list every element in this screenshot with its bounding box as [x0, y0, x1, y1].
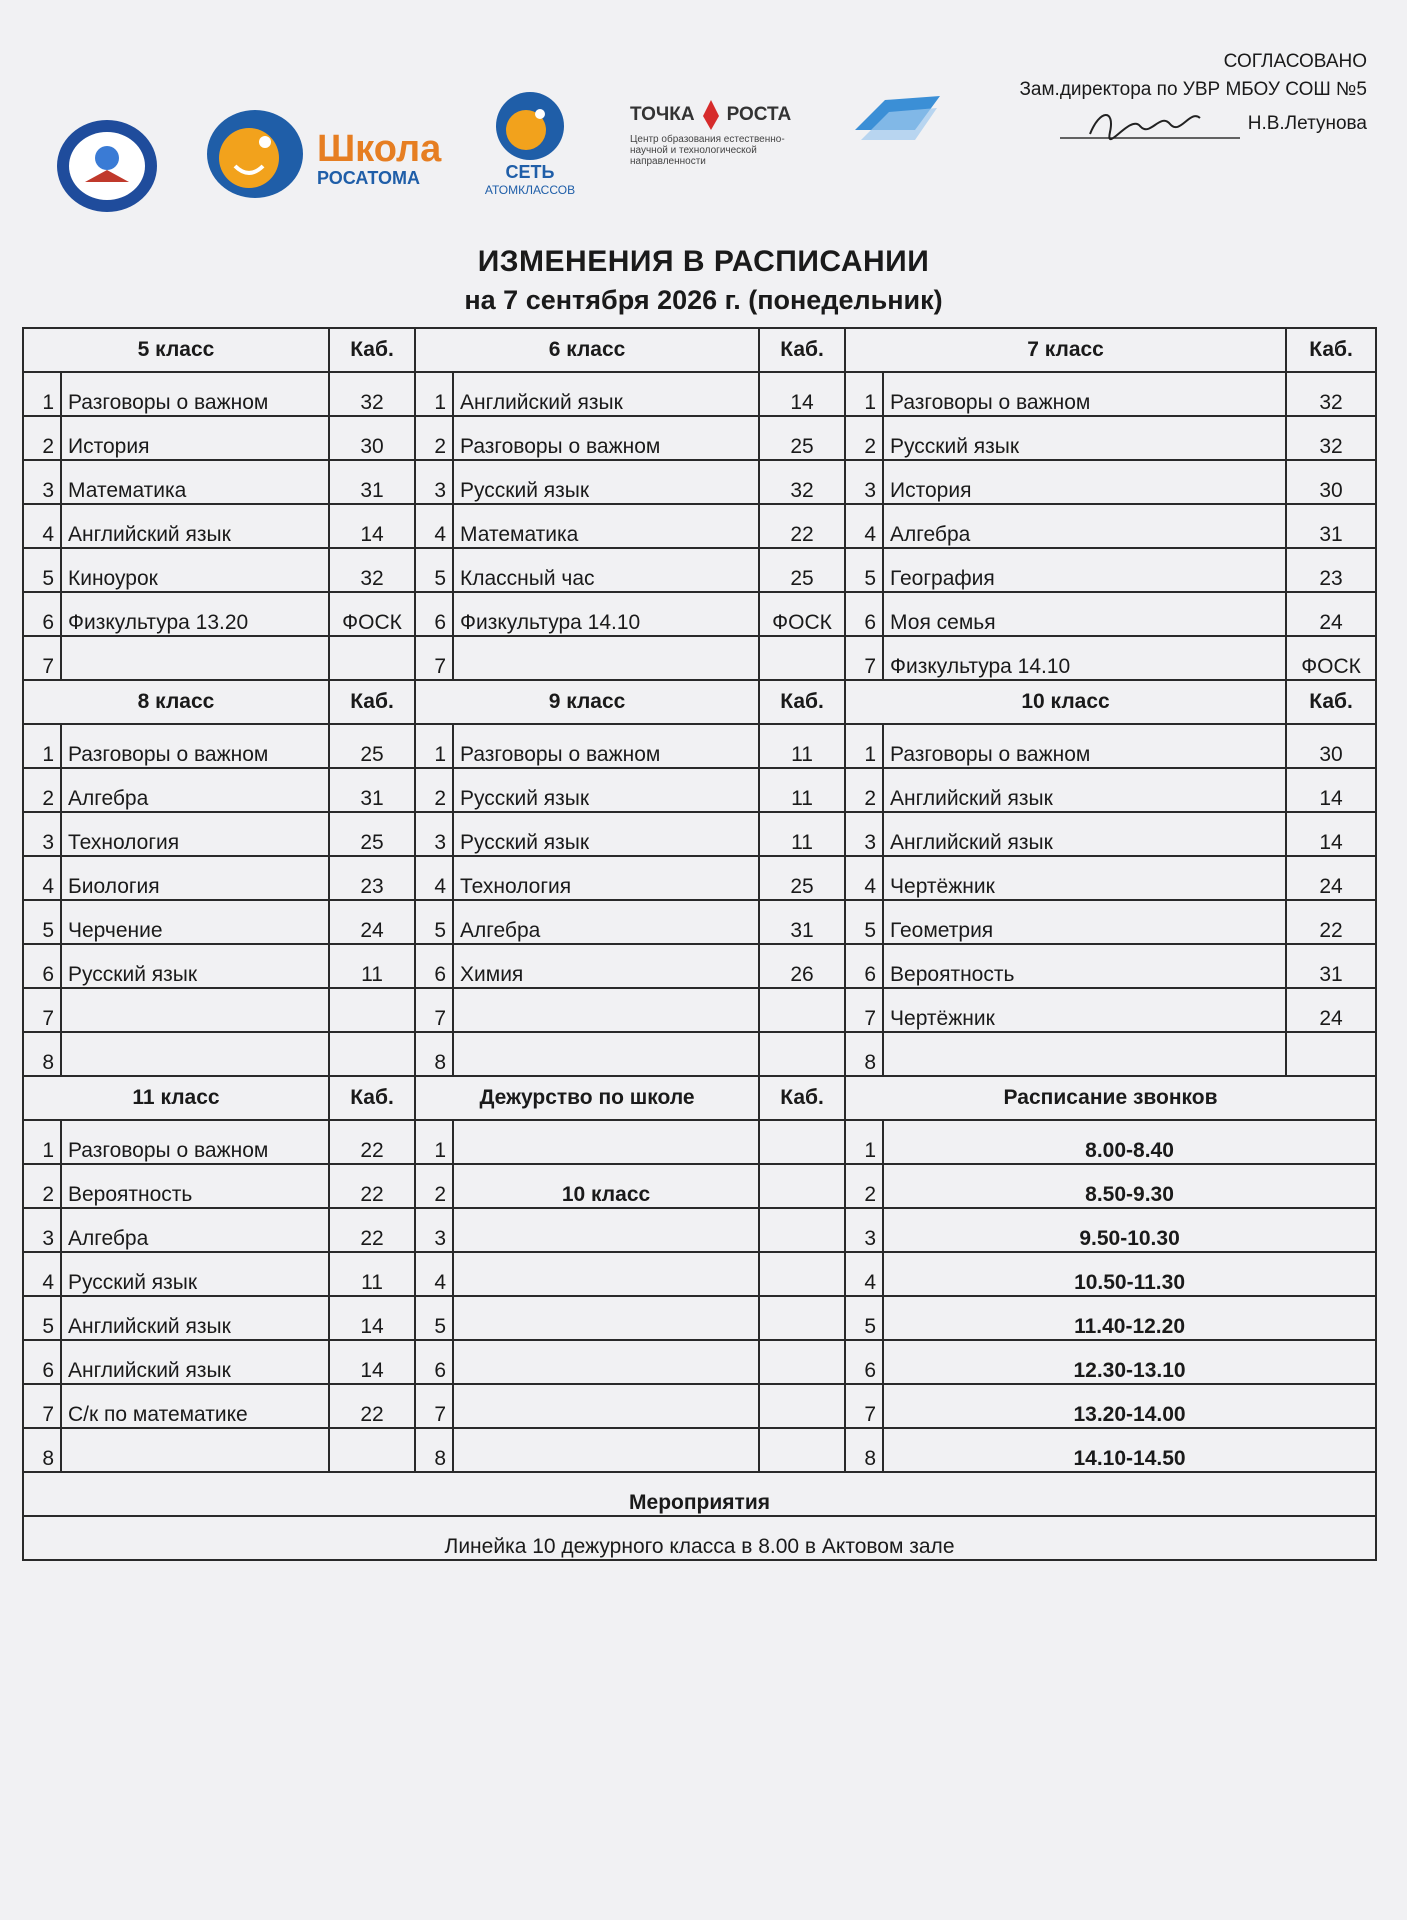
lesson-number: 6 — [415, 592, 453, 636]
lesson-subject: Разговоры о важном — [61, 724, 329, 768]
page-subtitle: на 7 сентября 2026 г. (понедельник) — [464, 285, 943, 315]
lesson-subject: Физкультура 14.10 — [453, 592, 759, 636]
bell-time: 8.00-8.40 — [883, 1120, 1376, 1164]
table-row — [23, 812, 1376, 856]
lesson-subject: Биология — [61, 856, 329, 900]
lesson-room: 14 — [329, 1296, 415, 1340]
class-title: 7 класс — [845, 328, 1286, 372]
duty-number: 6 — [415, 1340, 453, 1384]
lesson-subject: Вероятность — [61, 1164, 329, 1208]
lesson-number: 7 — [415, 636, 453, 680]
tochka-desc-1: Центр образования естественно- — [630, 134, 785, 145]
table-row — [23, 548, 1376, 592]
table-row — [23, 416, 1376, 460]
bell-time: 12.30-13.10 — [883, 1340, 1376, 1384]
room-header: Каб. — [329, 680, 415, 724]
lesson-subject: Русский язык — [453, 460, 759, 504]
table-row — [23, 724, 1376, 768]
approval-position: Зам.директора по УВР МБОУ СОШ №5 — [1019, 79, 1367, 100]
table-row — [23, 1296, 1376, 1340]
lesson-number: 6 — [23, 1340, 61, 1384]
lesson-subject: Химия — [453, 944, 759, 988]
bell-time: 14.10-14.50 — [883, 1428, 1376, 1472]
tochka-desc-3: направленности — [630, 156, 706, 167]
lesson-subject: Чертёжник — [883, 988, 1286, 1032]
lesson-subject: Русский язык — [883, 416, 1286, 460]
lesson-room: 11 — [759, 724, 845, 768]
lesson-subject: Физкультура 13.20 — [61, 592, 329, 636]
lesson-subject: Физкультура 14.10 — [883, 636, 1286, 680]
bell-number: 4 — [845, 1252, 883, 1296]
table-row — [23, 900, 1376, 944]
lesson-room: 30 — [1286, 460, 1376, 504]
class-header-row — [23, 680, 1376, 724]
lesson-room: 32 — [759, 460, 845, 504]
lesson-subject: Английский язык — [883, 768, 1286, 812]
lesson-room: ФОСК — [329, 592, 415, 636]
section-header-row — [23, 1076, 1376, 1120]
lesson-room: 25 — [759, 416, 845, 460]
lesson-number: 7 — [415, 988, 453, 1032]
duty-room — [759, 1428, 845, 1472]
tochka-rosta-logo — [630, 100, 830, 167]
table-row — [23, 1252, 1376, 1296]
class-title: 6 класс — [415, 328, 759, 372]
duty-empty — [453, 1296, 759, 1340]
duty-number: 4 — [415, 1252, 453, 1296]
lesson-room — [1286, 1032, 1376, 1076]
bell-number: 2 — [845, 1164, 883, 1208]
signature-line — [1060, 104, 1367, 144]
lesson-room: 14 — [1286, 812, 1376, 856]
duty-empty — [453, 1208, 759, 1252]
lesson-number: 5 — [845, 900, 883, 944]
lesson-number: 5 — [23, 1296, 61, 1340]
table-row — [23, 856, 1376, 900]
duty-room — [759, 1384, 845, 1428]
room-header: Каб. — [759, 1076, 845, 1120]
lesson-number: 8 — [23, 1032, 61, 1076]
lesson-subject: Математика — [453, 504, 759, 548]
duty-room — [759, 1296, 845, 1340]
lesson-number: 1 — [415, 724, 453, 768]
lesson-number: 7 — [23, 636, 61, 680]
lesson-subject — [453, 988, 759, 1032]
lesson-subject — [61, 1032, 329, 1076]
lesson-room: 14 — [329, 504, 415, 548]
table-row — [23, 768, 1376, 812]
approval-block — [1019, 48, 1367, 153]
lesson-subject: Технология — [453, 856, 759, 900]
lesson-subject: Русский язык — [61, 944, 329, 988]
lesson-subject: Алгебра — [453, 900, 759, 944]
class-title: 8 класс — [23, 680, 329, 724]
lesson-number: 3 — [23, 460, 61, 504]
lesson-subject: Русский язык — [453, 812, 759, 856]
lesson-number: 1 — [23, 372, 61, 416]
table-row — [23, 1428, 1376, 1472]
lesson-subject: Моя семья — [883, 592, 1286, 636]
lesson-subject: Технология — [61, 812, 329, 856]
school-emblem-icon — [55, 118, 159, 214]
lesson-room: 14 — [1286, 768, 1376, 812]
tochka-left: ТОЧКА — [630, 104, 695, 125]
lesson-number: 1 — [23, 724, 61, 768]
lesson-number: 6 — [23, 944, 61, 988]
table-row — [23, 1164, 1376, 1208]
schedule-table — [22, 327, 1377, 1561]
lesson-subject: Разговоры о важном — [453, 724, 759, 768]
room-header: Каб. — [329, 328, 415, 372]
events-body-row — [23, 1516, 1376, 1560]
table-row — [23, 1032, 1376, 1076]
lesson-number: 2 — [845, 416, 883, 460]
class-title: 5 класс — [23, 328, 329, 372]
lesson-room: 32 — [1286, 372, 1376, 416]
lesson-subject: Разговоры о важном — [61, 1120, 329, 1164]
class-header-row — [23, 328, 1376, 372]
lesson-subject: Разговоры о важном — [883, 724, 1286, 768]
class-title: 10 класс — [845, 680, 1286, 724]
lesson-number: 7 — [23, 1384, 61, 1428]
duty-room — [759, 1164, 845, 1208]
lesson-room: 31 — [329, 460, 415, 504]
signature-icon — [1060, 104, 1240, 144]
lesson-number: 1 — [415, 372, 453, 416]
lesson-number: 4 — [845, 856, 883, 900]
lesson-room: 22 — [329, 1208, 415, 1252]
duty-number: 1 — [415, 1120, 453, 1164]
lesson-number: 4 — [23, 504, 61, 548]
lesson-number: 1 — [845, 724, 883, 768]
set-sub: АТОМКЛАССОВ — [484, 183, 576, 197]
lesson-subject: Вероятность — [883, 944, 1286, 988]
tochka-mark-icon — [701, 100, 721, 130]
lesson-subject: Разговоры о важном — [61, 372, 329, 416]
lesson-number: 1 — [845, 372, 883, 416]
tochka-right: РОСТА — [726, 104, 792, 125]
lesson-room — [329, 636, 415, 680]
lesson-subject: Разговоры о важном — [453, 416, 759, 460]
title-block — [0, 245, 1407, 316]
room-header: Каб. — [1286, 680, 1376, 724]
lesson-subject: Черчение — [61, 900, 329, 944]
lesson-number: 1 — [23, 1120, 61, 1164]
lesson-subject: С/к по математике — [61, 1384, 329, 1428]
duty-room — [759, 1208, 845, 1252]
bell-time: 13.20-14.00 — [883, 1384, 1376, 1428]
bell-number: 7 — [845, 1384, 883, 1428]
bell-number: 1 — [845, 1120, 883, 1164]
duty-number: 3 — [415, 1208, 453, 1252]
lesson-room: 11 — [329, 1252, 415, 1296]
lesson-room — [759, 988, 845, 1032]
lesson-number: 6 — [845, 592, 883, 636]
lesson-number: 5 — [415, 548, 453, 592]
events-title: Мероприятия — [23, 1472, 1376, 1516]
lesson-subject: Английский язык — [61, 1340, 329, 1384]
lesson-number: 3 — [415, 460, 453, 504]
lesson-room: 32 — [1286, 416, 1376, 460]
lesson-number: 2 — [845, 768, 883, 812]
lesson-subject: Русский язык — [453, 768, 759, 812]
lesson-number: 3 — [845, 812, 883, 856]
lesson-subject: Английский язык — [883, 812, 1286, 856]
lesson-subject: История — [61, 416, 329, 460]
bell-time: 8.50-9.30 — [883, 1164, 1376, 1208]
lesson-number: 6 — [845, 944, 883, 988]
lesson-subject: Алгебра — [61, 768, 329, 812]
room-header: Каб. — [759, 328, 845, 372]
lesson-room: 23 — [329, 856, 415, 900]
lesson-number: 4 — [23, 856, 61, 900]
lesson-subject — [61, 988, 329, 1032]
lesson-number: 2 — [415, 768, 453, 812]
lesson-number: 3 — [415, 812, 453, 856]
lesson-subject — [453, 636, 759, 680]
bells-title: Расписание звонков — [845, 1076, 1376, 1120]
lesson-number: 2 — [23, 1164, 61, 1208]
lesson-room: 22 — [1286, 900, 1376, 944]
duty-empty — [453, 1384, 759, 1428]
table-row — [23, 636, 1376, 680]
lesson-room: ФОСК — [1286, 636, 1376, 680]
lesson-number: 4 — [23, 1252, 61, 1296]
lesson-number: 8 — [415, 1032, 453, 1076]
lesson-room: 14 — [759, 372, 845, 416]
approval-status: СОГЛАСОВАНО — [1223, 51, 1367, 72]
lesson-room: ФОСК — [759, 592, 845, 636]
lesson-room: 25 — [759, 548, 845, 592]
lesson-number: 7 — [845, 636, 883, 680]
lesson-number: 6 — [415, 944, 453, 988]
set-atomklassov-text — [475, 162, 585, 197]
set-atomklassov-icon — [490, 90, 570, 162]
class-title: 9 класс — [415, 680, 759, 724]
lesson-number: 5 — [23, 548, 61, 592]
lesson-number: 4 — [415, 856, 453, 900]
table-row — [23, 460, 1376, 504]
duty-class: 10 класс — [453, 1164, 759, 1208]
lesson-subject: Киноурок — [61, 548, 329, 592]
lesson-number: 5 — [23, 900, 61, 944]
bell-time: 11.40-12.20 — [883, 1296, 1376, 1340]
bell-time: 10.50-11.30 — [883, 1252, 1376, 1296]
lesson-room: 11 — [759, 768, 845, 812]
duty-number: 7 — [415, 1384, 453, 1428]
class-title: 11 класс — [23, 1076, 329, 1120]
lesson-room: 30 — [1286, 724, 1376, 768]
tochka-desc-2: научной и технологической — [630, 145, 757, 156]
lesson-room — [329, 1428, 415, 1472]
lesson-number: 7 — [845, 988, 883, 1032]
duty-number: 8 — [415, 1428, 453, 1472]
lesson-subject — [61, 1428, 329, 1472]
lesson-room: 14 — [329, 1340, 415, 1384]
lesson-number: 5 — [415, 900, 453, 944]
shkola-sub: РОСАТОМА — [317, 168, 420, 188]
lesson-room: 22 — [759, 504, 845, 548]
lesson-number: 2 — [23, 416, 61, 460]
lesson-subject — [453, 1032, 759, 1076]
table-row — [23, 988, 1376, 1032]
lesson-number: 3 — [845, 460, 883, 504]
lesson-room: 30 — [329, 416, 415, 460]
lesson-room: 31 — [759, 900, 845, 944]
duty-number: 2 — [415, 1164, 453, 1208]
lesson-number: 4 — [415, 504, 453, 548]
lesson-number: 7 — [23, 988, 61, 1032]
lesson-room: 24 — [1286, 988, 1376, 1032]
bell-number: 8 — [845, 1428, 883, 1472]
lesson-room: 11 — [759, 812, 845, 856]
table-row — [23, 944, 1376, 988]
duty-room — [759, 1340, 845, 1384]
lesson-room: 24 — [329, 900, 415, 944]
lesson-subject: Математика — [61, 460, 329, 504]
lesson-subject: Английский язык — [61, 504, 329, 548]
lesson-room: 32 — [329, 548, 415, 592]
lesson-room: 25 — [329, 812, 415, 856]
lesson-subject — [61, 636, 329, 680]
lesson-room: 31 — [1286, 504, 1376, 548]
table-row — [23, 592, 1376, 636]
lesson-room: 26 — [759, 944, 845, 988]
lesson-room: 22 — [329, 1164, 415, 1208]
lesson-room — [759, 1032, 845, 1076]
lesson-room: 11 — [329, 944, 415, 988]
lesson-room — [759, 636, 845, 680]
approval-name: Н.В.Летунова — [1247, 113, 1367, 134]
room-header: Каб. — [1286, 328, 1376, 372]
lesson-subject: Русский язык — [61, 1252, 329, 1296]
duty-empty — [453, 1120, 759, 1164]
lesson-subject: Классный час — [453, 548, 759, 592]
lesson-subject: История — [883, 460, 1286, 504]
set-title: СЕТЬ — [505, 162, 555, 182]
lesson-room: 24 — [1286, 592, 1376, 636]
lesson-room: 24 — [1286, 856, 1376, 900]
lesson-subject: Английский язык — [453, 372, 759, 416]
lesson-subject: Разговоры о важном — [883, 372, 1286, 416]
shkola-rosatoma-text — [317, 130, 441, 189]
lesson-subject: Английский язык — [61, 1296, 329, 1340]
room-header: Каб. — [759, 680, 845, 724]
lesson-subject: Чертёжник — [883, 856, 1286, 900]
shkola-title: Школа — [317, 128, 442, 170]
lesson-number: 3 — [23, 812, 61, 856]
duty-room — [759, 1120, 845, 1164]
lesson-room: 25 — [329, 724, 415, 768]
events-header-row — [23, 1472, 1376, 1516]
shkola-rosatoma-logo — [205, 108, 307, 200]
duty-empty — [453, 1340, 759, 1384]
lesson-subject: География — [883, 548, 1286, 592]
lesson-room: 25 — [759, 856, 845, 900]
bell-time: 9.50-10.30 — [883, 1208, 1376, 1252]
duty-title: Дежурство по школе — [415, 1076, 759, 1120]
lesson-room — [329, 988, 415, 1032]
table-row — [23, 1340, 1376, 1384]
bell-number: 3 — [845, 1208, 883, 1252]
lesson-room: 32 — [329, 372, 415, 416]
lesson-room — [329, 1032, 415, 1076]
logos-row — [55, 90, 955, 220]
bell-number: 5 — [845, 1296, 883, 1340]
lesson-number: 8 — [845, 1032, 883, 1076]
room-header: Каб. — [329, 1076, 415, 1120]
duty-room — [759, 1252, 845, 1296]
lesson-number: 4 — [845, 504, 883, 548]
table-row — [23, 1120, 1376, 1164]
lesson-room: 31 — [1286, 944, 1376, 988]
lesson-subject: Геометрия — [883, 900, 1286, 944]
duty-empty — [453, 1252, 759, 1296]
table-row — [23, 1208, 1376, 1252]
lesson-number: 2 — [415, 416, 453, 460]
table-row — [23, 504, 1376, 548]
lesson-subject: Алгебра — [883, 504, 1286, 548]
national-project-logo — [845, 90, 945, 150]
lesson-number: 3 — [23, 1208, 61, 1252]
lesson-subject — [883, 1032, 1286, 1076]
lesson-number: 2 — [23, 768, 61, 812]
events-text: Линейка 10 дежурного класса в 8.00 в Актовом зале — [23, 1516, 1376, 1560]
duty-empty — [453, 1428, 759, 1472]
lesson-room: 22 — [329, 1384, 415, 1428]
duty-number: 5 — [415, 1296, 453, 1340]
lesson-subject: Алгебра — [61, 1208, 329, 1252]
lesson-number: 6 — [23, 592, 61, 636]
lesson-room: 22 — [329, 1120, 415, 1164]
lesson-number: 5 — [845, 548, 883, 592]
table-row — [23, 1384, 1376, 1428]
lesson-room: 31 — [329, 768, 415, 812]
lesson-number: 8 — [23, 1428, 61, 1472]
bell-number: 6 — [845, 1340, 883, 1384]
page-title: ИЗМЕНЕНИЯ В РАСПИСАНИИ — [477, 245, 930, 278]
table-row — [23, 372, 1376, 416]
lesson-room: 23 — [1286, 548, 1376, 592]
